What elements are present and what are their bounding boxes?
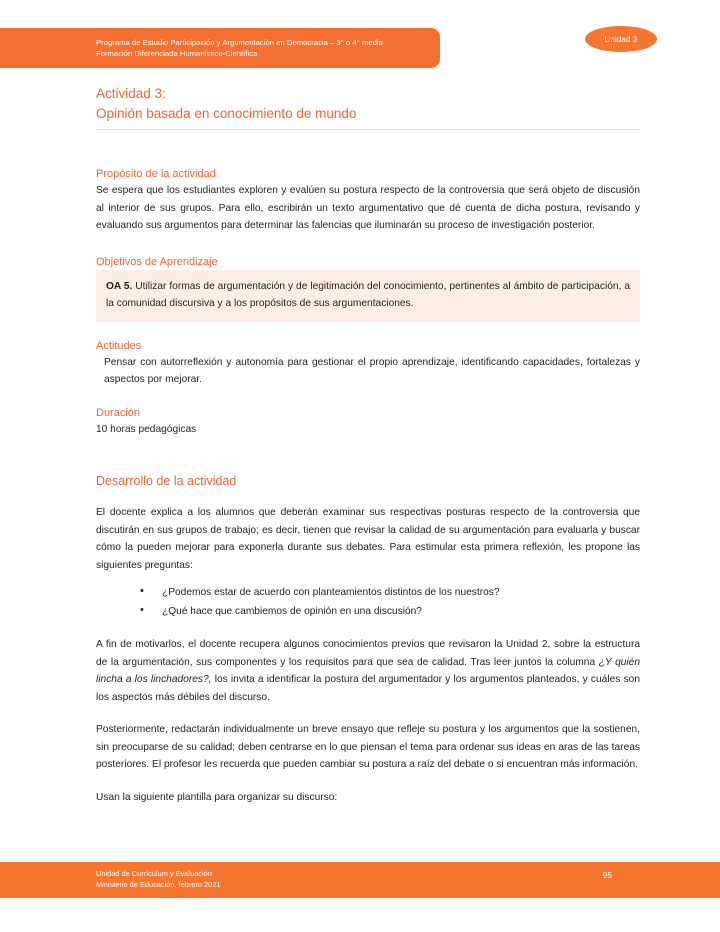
page-title xyxy=(96,84,640,124)
attitudes-section xyxy=(96,340,640,389)
program-title-line2: Formación Diferenciada Humanístico-Científica xyxy=(96,49,258,58)
purpose-heading: Propósito de la actividad xyxy=(96,168,216,180)
activity-number: Actividad 3: xyxy=(96,86,166,101)
list-item: • ¿Podemos estar de acuerdo con planteamientos distintos de los nuestros? xyxy=(140,583,640,602)
learning-objectives-section xyxy=(96,256,640,322)
footer-text xyxy=(96,869,220,890)
footer-inner xyxy=(96,869,640,890)
development-paragraph-4: Usan la siguiente plantilla para organizar su discurso: xyxy=(96,791,338,803)
program-title-line1: Programa de Estudio Participación y Argumentación en Democracia – 3° o 4° medio xyxy=(96,38,383,47)
list-item: • ¿Qué hace que cambiemos de opinión en una discusión? xyxy=(140,602,640,621)
footer-line-1: Unidad de Currículum y Evaluación xyxy=(96,869,212,878)
attitudes-text: Pensar con autorreflexión y autonomía para gestionar el propio aprendizaje, identificando capacidades, fortalezas y aspectos por mejorar. xyxy=(104,356,640,385)
page-content xyxy=(96,0,640,806)
development-paragraph-3: Posteriormente, redactarán individualmente un breve ensayo que refleje su postura y los argumentos que la sostienen, sin preocuparse de su calidad; deben centrarse en lo que piensan el tema para ordenar sus ideas en aras de las tareas posteriores. El profesor les recuerda que pueden cambiar su postura a raíz del debate o si encuentran más información. xyxy=(96,724,640,770)
footer-line-2: Ministerio de Educación, febrero 2021 xyxy=(96,879,221,889)
development-section xyxy=(96,474,640,806)
attitudes-heading: Actitudes xyxy=(96,339,142,352)
oa-code: OA 5. xyxy=(106,280,133,292)
purpose-section xyxy=(96,168,640,235)
learning-objective-item xyxy=(106,278,630,313)
learning-objectives-heading: Objetivos de Aprendizaje xyxy=(96,255,218,268)
paragraph-2-part-2: los invita a identificar la postura del argumentador y los argumentos planteados, y cuáles son los aspectos más débiles del discurso. xyxy=(96,674,640,703)
reflection-questions-list xyxy=(96,583,640,621)
purpose-text: Se espera que los estudiantes exploren y evalúen su postura respecto de la controversia que será objeto de discusión al interior de sus grupos. Para ello, escribirán un texto argumentativo que dé cuenta de dicha postura, revisando y evaluando sus argumentos para determinar las falencias que iluminarán su proceso de investigación posterior. xyxy=(96,185,640,231)
column-title-italic: ¿Y quién lincha a los linchadores?, xyxy=(96,656,640,685)
paragraph-2-part-1: A fin de motivarlos, el docente recupera algunos conocimientos previos que revisaron la Unidad 2, sobre la estructura de la argumentación, sus componentes y los requisitos para que sea de calidad. Tras leer juntos la columna xyxy=(96,639,640,668)
duration-section xyxy=(96,407,640,439)
footer-band xyxy=(0,862,720,898)
development-paragraph-2 xyxy=(96,636,640,706)
unit-badge: Unidad 3 xyxy=(585,26,657,52)
title-divider xyxy=(96,129,640,130)
development-heading: Desarrollo de la actividad xyxy=(96,474,237,488)
oa-text: Utilizar formas de argumentación y de legitimación del conocimiento, pertinentes al ámbito de participación, a la comunidad discursiva y a los propósitos de sus argumentaciones. xyxy=(106,280,630,309)
learning-objectives-box xyxy=(96,270,640,322)
page-number: 95 xyxy=(602,870,612,880)
duration-text: 10 horas pedagógicas xyxy=(96,423,197,435)
activity-name: Opinión basada en conocimiento de mundo xyxy=(96,106,357,121)
development-paragraph-1: El docente explica a los alumnos que deberán examinar sus respectivas posturas respecto de la controversia que discutirán en sus grupos de trabajo; es decir, tienen que revisar la calidad de su argumentación para evaluarla y buscar cómo la pueden mejorar para exponerla durante sus debates. Para estimular esta primera reflexión, les propone las siguientes preguntas: xyxy=(96,507,640,571)
duration-heading: Duración xyxy=(96,406,141,419)
